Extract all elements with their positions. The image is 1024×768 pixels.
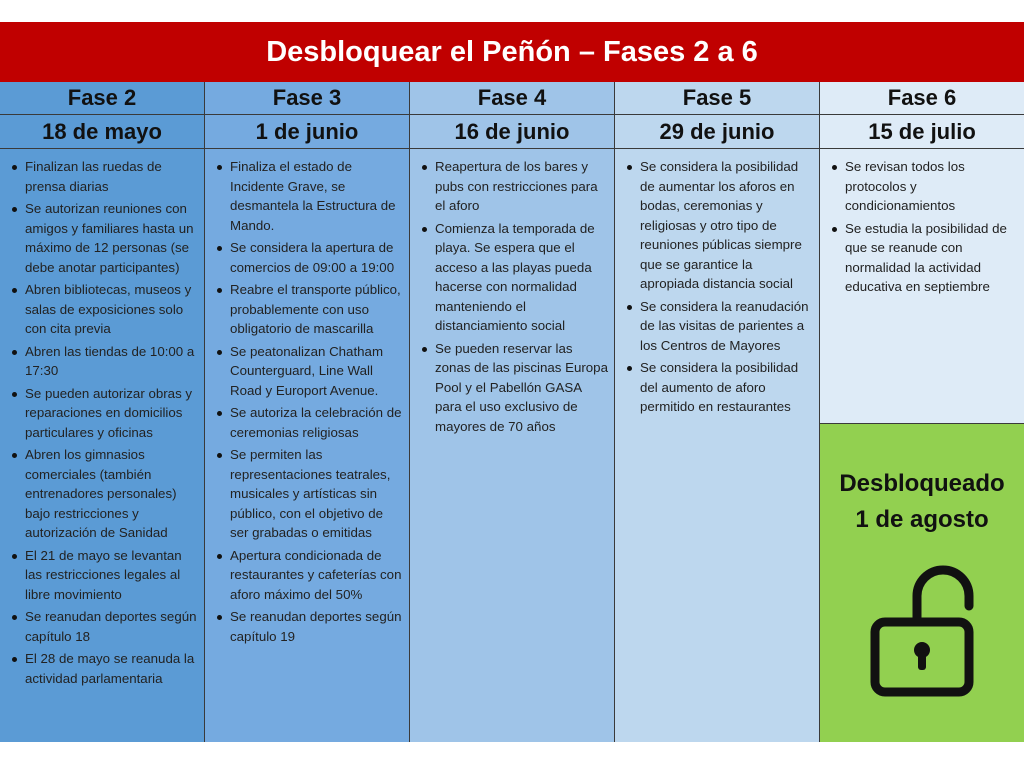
- list-item: El 28 de mayo se reanuda la actividad parlamentaria: [10, 649, 198, 688]
- list-item: Se estudia la posibilidad de que se reanude con normalidad la actividad educativa en septiembre: [830, 219, 1018, 297]
- phase-date: 15 de julio: [820, 115, 1024, 149]
- phase-column: [820, 82, 1024, 742]
- phase-date: 18 de mayo: [0, 115, 204, 149]
- phase-body: [820, 149, 1024, 742]
- unlocked-label: Desbloqueado: [839, 470, 1005, 497]
- list-item: Abren los gimnasios comerciales (también entrenadores personales) bajo restricciones y autorización de Sanidad: [10, 445, 198, 543]
- list-item: Reabre el transporte público, probablemente con uso obligatorio de mascarilla: [215, 280, 403, 339]
- list-item: Abren bibliotecas, museos y salas de exposiciones solo con cita previa: [10, 280, 198, 339]
- list-item: Se considera la apertura de comercios de 09:00 a 19:00: [215, 238, 403, 277]
- list-item: Se considera la posibilidad de aumentar los aforos en bodas, ceremonias y religiosas y otro tipo de reuniones públicas siempre que se garantice la apropiada distancia social: [625, 157, 813, 294]
- list-item: Se pueden autorizar obras y reparaciones en domicilios particulares y oficinas: [10, 384, 198, 443]
- phase-name: Fase 5: [615, 82, 819, 115]
- phase-date: 1 de junio: [205, 115, 409, 149]
- list-item: El 21 de mayo se levantan las restricciones legales al libre movimiento: [10, 546, 198, 605]
- list-item: Se reanudan deportes según capítulo 19: [215, 607, 403, 646]
- measures-list: [215, 157, 403, 646]
- list-item: Se peatonalizan Chatham Counterguard, Line Wall Road y Europort Avenue.: [215, 342, 403, 401]
- phase-name: Fase 3: [205, 82, 409, 115]
- phase-name: Fase 6: [820, 82, 1024, 115]
- list-item: Se reanudan deportes según capítulo 18: [10, 607, 198, 646]
- list-item: Reapertura de los bares y pubs con restricciones para el aforo: [420, 157, 608, 216]
- phase-name: Fase 4: [410, 82, 614, 115]
- measures-list: [420, 157, 608, 436]
- measures-list: [625, 157, 813, 417]
- list-item: Finalizan las ruedas de prensa diarias: [10, 157, 198, 196]
- unlocked-box: [820, 423, 1024, 742]
- phase-column: [410, 82, 615, 742]
- phase-body: [410, 149, 614, 742]
- unlocked-padlock-icon: [867, 560, 977, 700]
- list-item: Finaliza el estado de Incidente Grave, se desmantela la Estructura de Mando.: [215, 157, 403, 235]
- list-item: Se considera la reanudación de las visitas de parientes a los Centros de Mayores: [625, 297, 813, 356]
- phase-date: 29 de junio: [615, 115, 819, 149]
- phase-column: [615, 82, 820, 742]
- list-item: Se permiten las representaciones teatrales, musicales y artísticas sin público, con el objetivo de ser grabadas o emitidas: [215, 445, 403, 543]
- list-item: Se pueden reservar las zonas de las piscinas Europa Pool y el Pabellón GASA para el uso exclusivo de mayores de 70 años: [420, 339, 608, 437]
- phase-column: [0, 82, 205, 742]
- measures-list: [10, 157, 198, 688]
- list-item: Se revisan todos los protocolos y condicionamientos: [830, 157, 1018, 216]
- phase-body: [615, 149, 819, 742]
- phase-date: 16 de junio: [410, 115, 614, 149]
- list-item: Comienza la temporada de playa. Se espera que el acceso a las playas pueda hacerse con normalidad manteniendo el distanciamiento social: [420, 219, 608, 336]
- phase-name: Fase 2: [0, 82, 204, 115]
- list-item: Abren las tiendas de 10:00 a 17:30: [10, 342, 198, 381]
- list-item: Se autorizan reuniones con amigos y familiares hasta un máximo de 12 personas (se debe anotar participantes): [10, 199, 198, 277]
- phases-table: [0, 82, 1024, 742]
- unlocked-date: 1 de agosto: [855, 506, 989, 533]
- phase-body: [0, 149, 204, 742]
- list-item: Se considera la posibilidad del aumento de aforo permitido en restaurantes: [625, 358, 813, 417]
- list-item: Apertura condicionada de restaurantes y cafeterías con aforo máximo del 50%: [215, 546, 403, 605]
- phase-body: [205, 149, 409, 742]
- measures-list: [830, 157, 1018, 297]
- list-item: Se autoriza la celebración de ceremonias religiosas: [215, 403, 403, 442]
- page-title: Desbloquear el Peñón – Fases 2 a 6: [0, 22, 1024, 82]
- phase-column: [205, 82, 410, 742]
